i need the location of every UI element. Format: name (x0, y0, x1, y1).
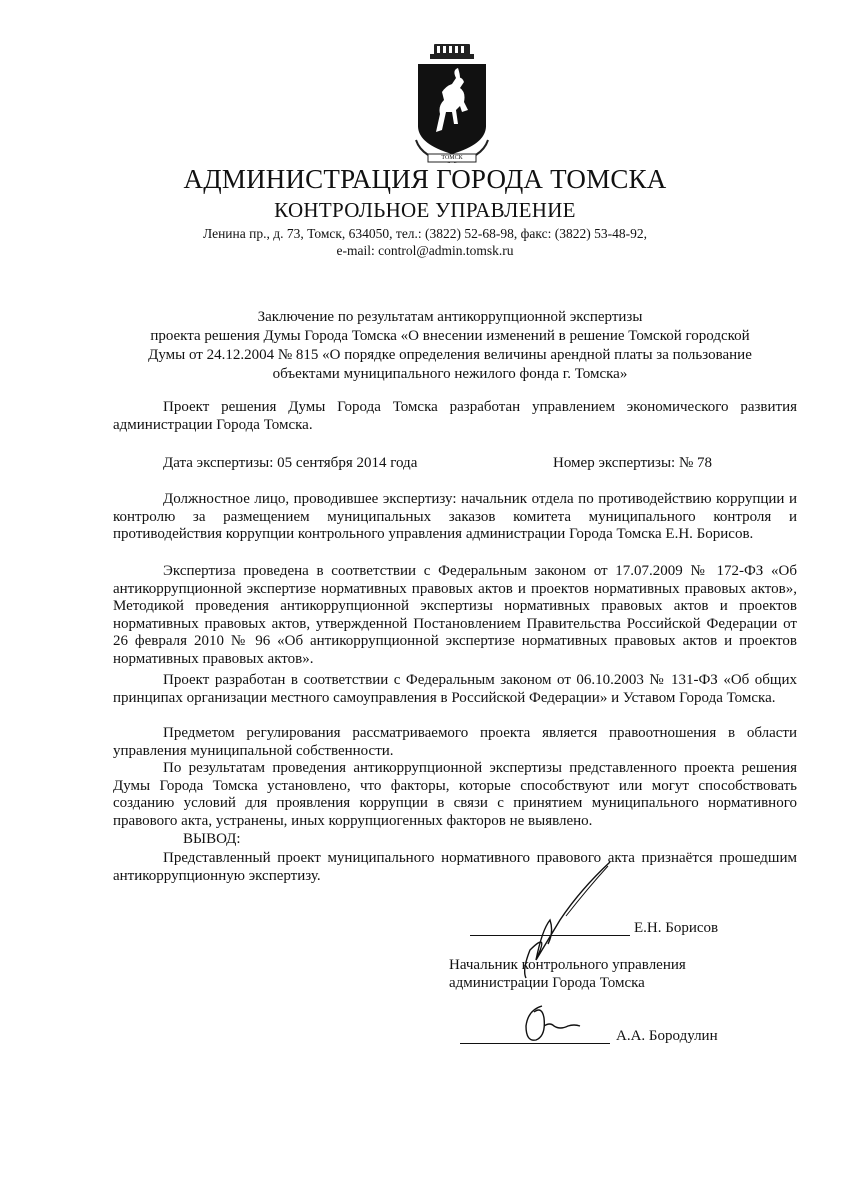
conclusion-title-line-3: Думы от 24.12.2004 № 815 «О порядке определения величины арендной платы за пользование (148, 347, 752, 363)
conclusion-paragraph: Представленный проект муниципального нормативного правового акта признаётся прошедшим антикоррупционную экспертизу. (113, 850, 797, 884)
conclusion-title-line-2: проекта решения Думы Города Томска «О внесении изменений в решение Томской городской (150, 328, 750, 344)
expertise-date: Дата экспертизы: 05 сентября 2014 года (163, 455, 418, 471)
conclusion-label: ВЫВОД: (183, 831, 241, 847)
development-basis-paragraph: Проект разработан в соответствии с Федеральным законом от 06.10.2003 № 131-ФЗ «Об общих принципах организации местного самоуправления в Российской Федерации» и Уставом Города Томска. (113, 672, 797, 706)
signature-2 (510, 1000, 590, 1050)
regulation-subject-paragraph: Предметом регулирования рассматриваемого проекта является правоотношения в области управления муниципальной собственности. (113, 725, 797, 759)
signer-1-name: Е.Н. Борисов (634, 920, 719, 936)
results-paragraph: По результатам проведения антикоррупционной экспертизы представленного проекта решения Думы Города Томска установлено, что факторы, которые способствуют или могут способствовать созданию условий для проявления коррупции в связи с принятием муниципального нормативного правового акта, устранены, иных коррупциогенных факторов не выявлено. (113, 760, 797, 829)
signer-position-line-1: Начальник контрольного управления (449, 957, 686, 973)
email-line: e-mail: control@admin.tomsk.ru (336, 243, 514, 258)
address-line-1: Ленина пр., д. 73, Томск, 634050, тел.: (3822) 52-68-98, факс: (3822) 53-48-92, (203, 226, 647, 241)
tomsk-coat-of-arms (412, 40, 492, 168)
signer-2-name: А.А. Бородулин (616, 1028, 718, 1044)
conclusion-title-line-1: Заключение по результатам антикоррупционной экспертизы (257, 309, 643, 325)
crest-ribbon-text: ТОМСК (441, 155, 463, 161)
official-paragraph: Должностное лицо, проводившее экспертизу: начальник отдела по противодействию коррупции и контролю за размещением муниципальных заказов комитета муниципального контроля и противодействия коррупции контрольного управления администрации Города Томска Е.Н. Борисов. (113, 491, 797, 543)
legal-basis-paragraph: Экспертиза проведена в соответствии с Федеральным законом от 17.07.2009 № 172-ФЗ «Об антикоррупционной экспертизе нормативных правовых актов и проектов нормативных правовых актов», Методикой проведения антикоррупционной экспертизы нормативных правовых актов и проектов нормативных правовых актов, утвержденной Постановлением Правительства Российской Федерации от 26 февраля 2010 № 96 «Об антикоррупционной экспертизе нормативных правовых актов и проектов нормативных правовых актов». (113, 563, 797, 667)
department-name: КОНТРОЛЬНОЕ УПРАВЛЕНИЕ (274, 198, 576, 222)
intro-paragraph: Проект решения Думы Города Томска разработан управлением экономического развития администрации Города Томска. (113, 399, 797, 433)
conclusion-title-line-4: объектами муниципального нежилого фонда г. Томска» (272, 366, 628, 382)
organization-name: АДМИНИСТРАЦИЯ ГОРОДА ТОМСКА (183, 164, 667, 194)
expertise-number: Номер экспертизы: № 78 (553, 455, 713, 471)
signer-position-line-2: администрации Города Томска (449, 975, 645, 991)
